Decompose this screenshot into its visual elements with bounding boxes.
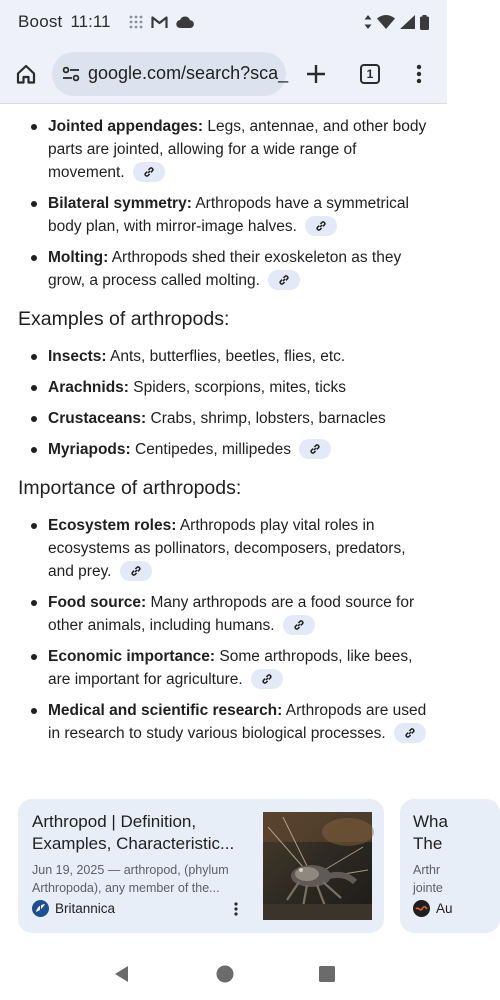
tab-switcher-button[interactable] (344, 44, 396, 104)
source-card-2[interactable] (400, 799, 500, 933)
status-right (364, 15, 429, 30)
site-settings-icon[interactable] (62, 66, 80, 82)
card-title-line: Wha (413, 812, 448, 831)
link-icon (315, 220, 327, 232)
source-link-chip[interactable] (283, 615, 315, 635)
card-snippet: Jun 19, 2025 — arthropod, (phylum Arthropoda), any member of the... (32, 863, 229, 895)
list-item (48, 407, 431, 430)
britannica-logo-icon (32, 900, 49, 917)
list-item-term: Crustaceans: (48, 410, 147, 427)
link-icon (278, 274, 290, 286)
grid-dots-icon (129, 15, 143, 29)
crayfish-photo (263, 812, 372, 920)
list-item-term: Jointed appendages: (48, 118, 204, 135)
list-item-text: Arthropods play vital roles in ecosystems as pollinators, decomposers, predators, and prey. (48, 517, 406, 580)
importance-heading: Importance of arthropods: (18, 477, 242, 499)
list-item-text: Spiders, scorpions, mites, ticks (128, 379, 347, 396)
source-link-chip[interactable] (394, 723, 426, 743)
list-item-term: Ecosystem roles: (48, 517, 177, 534)
card-title[interactable] (413, 811, 448, 855)
list-item (48, 514, 431, 583)
link-icon (309, 443, 321, 455)
list-item (48, 645, 431, 691)
list-item (48, 591, 431, 637)
link-icon (404, 727, 416, 739)
battery-icon (420, 15, 429, 30)
link-icon (143, 166, 155, 178)
list-item (48, 115, 431, 184)
list-item (48, 376, 431, 399)
signal-icon (400, 15, 415, 29)
list-item-term: Food source: (48, 594, 147, 611)
source-link-chip[interactable] (305, 216, 337, 236)
card-more-button[interactable] (234, 902, 238, 921)
menu-button[interactable] (396, 44, 442, 104)
list-item-text: Centipedes, millipedes (130, 441, 291, 458)
new-tab-button[interactable] (288, 44, 344, 104)
list-item-text: Many arthropods are a food source for other animals, including humans. (48, 594, 415, 634)
feature-list (0, 115, 447, 292)
list-item-term: Medical and scientific research: (48, 702, 283, 719)
link-icon (130, 565, 142, 577)
card-source-name: Britannica (55, 901, 116, 916)
more-vert-icon (416, 64, 422, 84)
list-item (48, 192, 431, 238)
list-item-term: Arachnids: (48, 379, 129, 396)
card-snippet (413, 861, 443, 897)
carrier-label: Boost (18, 12, 63, 31)
examples-list (0, 345, 447, 461)
list-item-term: Insects: (48, 348, 107, 365)
cloud-icon (176, 16, 194, 28)
importance-list (0, 514, 447, 745)
source-link-chip[interactable] (268, 270, 300, 290)
card-thumbnail-image[interactable] (263, 812, 372, 920)
list-item-text: Legs, antennae, and other body parts are jointed, allowing for a wide range of movement. (48, 118, 427, 181)
list-item (48, 246, 431, 292)
link-icon (261, 673, 273, 685)
list-item-term: Bilateral symmetry: (48, 195, 192, 212)
home-circle-icon[interactable] (216, 965, 234, 983)
gmail-icon (151, 15, 168, 29)
wifi-icon (377, 15, 395, 29)
list-item (48, 438, 431, 461)
card-snippet-line: Arthr (413, 863, 441, 877)
list-item-text: Arthropods shed their exoskeleton as they grow, a process called molting. (48, 249, 402, 289)
home-icon (15, 63, 37, 85)
list-item-term: Molting: (48, 249, 109, 266)
status-bar (0, 0, 447, 44)
card-source (413, 900, 453, 917)
more-vert-icon (234, 902, 238, 916)
browser-toolbar (0, 44, 447, 104)
list-item-text: Arthropods have a symmetrical body plan, with mirror-image halves. (48, 195, 409, 235)
card-snippet-line: jointe (413, 881, 443, 895)
source-cards-carousel (18, 799, 478, 933)
card-title-line: The (413, 834, 443, 853)
list-item-term: Economic importance: (48, 648, 216, 665)
source-link-chip[interactable] (251, 669, 283, 689)
source-link-chip[interactable] (299, 439, 331, 459)
examples-heading: Examples of arthropods: (18, 308, 230, 330)
clock: 11:11 (70, 12, 111, 31)
status-left (18, 12, 194, 32)
url-text[interactable]: google.com/search?sca_ (88, 63, 289, 83)
ai-overview-content (0, 105, 447, 785)
source-logo-icon (413, 900, 430, 917)
back-icon[interactable] (113, 965, 131, 983)
card-source-name: Au (436, 901, 453, 916)
url-bar[interactable] (52, 52, 289, 96)
source-card-britannica[interactable] (18, 799, 384, 933)
list-item-text: Crabs, shrimp, lobsters, barnacles (146, 410, 386, 427)
source-link-chip[interactable] (120, 561, 152, 581)
list-item (48, 345, 431, 368)
data-arrows-icon (364, 15, 372, 29)
list-item-term: Myriapods: (48, 441, 131, 458)
system-nav-bar (0, 948, 447, 1000)
link-icon (293, 619, 305, 631)
list-item-text: Some arthropods, like bees, are important for agriculture. (48, 648, 413, 688)
tab-count: 1 (360, 64, 380, 84)
plus-icon (306, 64, 326, 84)
source-link-chip[interactable] (133, 162, 165, 182)
home-button[interactable] (0, 44, 52, 104)
card-source (32, 900, 115, 917)
list-item-text: Arthropods are used in research to study various biological processes. (48, 702, 427, 742)
card-title[interactable]: Arthropod | Definition, Examples, Characteristic... (32, 812, 235, 853)
list-item-text: Ants, butterflies, beetles, flies, etc. (106, 348, 346, 365)
list-item (48, 699, 431, 745)
recents-icon[interactable] (319, 966, 335, 982)
